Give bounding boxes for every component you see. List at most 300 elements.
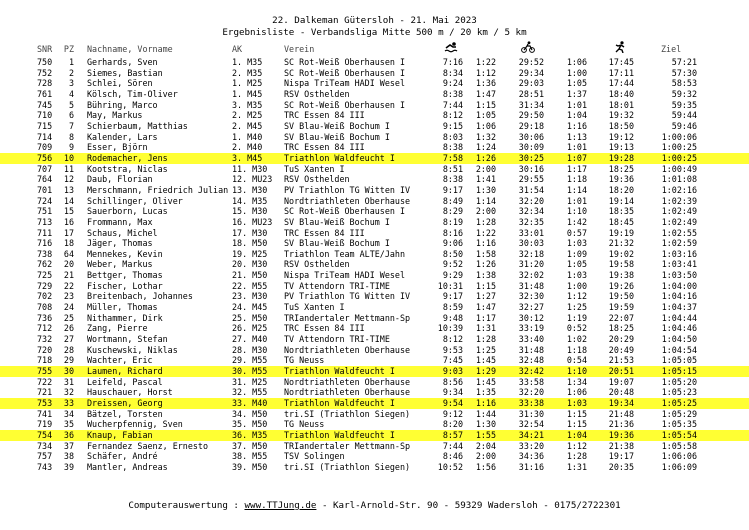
cell-pz: 27 (63, 334, 74, 345)
cell-verein: TG Neuss (284, 355, 325, 366)
cell-run: 20:48 (608, 387, 634, 398)
cell-verein: TV Attendorn TRI-TIME (284, 334, 390, 345)
cell-swim: 8:16 (442, 227, 463, 238)
cell-snr: 756 (37, 152, 53, 163)
cell-swim: 8:34 (442, 67, 463, 78)
cell-swim: 8:38 (442, 174, 463, 185)
swimmer-icon (444, 41, 458, 53)
table-row (0, 110, 749, 121)
cell-t2: 1:00 (566, 67, 587, 78)
table-row (0, 291, 749, 302)
cell-ak: 22. M55 (232, 280, 268, 291)
cell-ziel: 1:02:49 (661, 216, 697, 227)
cell-run: 17:45 (608, 57, 634, 67)
cell-snr: 741 (37, 408, 53, 419)
cell-snr: 719 (37, 419, 53, 430)
table-row (0, 313, 749, 324)
cell-verein: Nordtriathleten Oberhause (284, 195, 411, 206)
cell-t1: 1:24 (475, 142, 496, 153)
cell-bike: 32:20 (518, 195, 544, 206)
cell-t2: 1:03 (566, 238, 587, 249)
cell-verein: TV Attendorn TRI-TIME (284, 280, 390, 291)
page-subtitle: Ergebnisliste - Verbandsliga Mitte 500 m / 20 km / 5 km (222, 27, 527, 38)
cell-run: 19:19 (608, 227, 634, 238)
cell-ak: 3. M35 (232, 99, 263, 110)
cell-pz: 15 (63, 206, 74, 217)
table-row (0, 302, 749, 313)
cell-t1: 1:47 (475, 302, 496, 313)
table-header (0, 44, 749, 56)
cell-run: 19:07 (608, 376, 634, 387)
table-row (0, 228, 749, 239)
cell-t2: 1:42 (566, 216, 587, 227)
cell-snr: 718 (37, 355, 53, 366)
cell-ak: 14. M35 (232, 195, 268, 206)
cell-name: Frommann, Max (87, 216, 153, 227)
cell-bike: 31:54 (518, 184, 544, 195)
cell-t1: 1:32 (475, 131, 496, 142)
cell-ziel: 59:44 (671, 110, 697, 121)
cell-snr: 757 (37, 451, 53, 462)
cell-name: Müller, Thomas (87, 302, 158, 313)
cell-swim: 10:31 (437, 280, 463, 291)
table-row (0, 462, 749, 473)
cell-t1: 1:28 (475, 334, 496, 345)
cell-ak: 12. MU23 (232, 174, 273, 185)
cell-swim: 7:45 (442, 355, 463, 366)
cell-name: Zang, Pierre (87, 323, 148, 334)
table-row (0, 121, 749, 132)
cell-name: Wachter, Eric (87, 355, 153, 366)
cell-verein: TuS Xanten I (284, 302, 345, 313)
cell-t2: 1:18 (566, 174, 587, 185)
cell-t1: 1:17 (475, 312, 496, 323)
cell-verein: Triathlon Waldfeucht I (284, 366, 395, 377)
cell-t1: 1:45 (475, 376, 496, 387)
cell-bike: 32:02 (518, 270, 544, 281)
cell-t2: 1:05 (566, 259, 587, 270)
cell-verein: PV Triathlon TG Witten IV (284, 184, 411, 195)
cell-run: 18:40 (608, 88, 634, 99)
cell-t1: 2:00 (475, 451, 496, 462)
cell-t2: 1:05 (566, 78, 587, 89)
cell-swim: 8:19 (442, 216, 463, 227)
cell-swim: 7:58 (442, 152, 463, 163)
cell-verein: Triathlon Waldfeucht I (284, 152, 395, 163)
cell-swim: 8:38 (442, 88, 463, 99)
cell-verein: SV Blau-Weiß Bochum I (284, 216, 390, 227)
cell-snr: 732 (37, 334, 53, 345)
cell-bike: 30:06 (518, 131, 544, 142)
cell-pz: 21 (63, 270, 74, 281)
cell-t1: 1:45 (475, 355, 496, 366)
cell-pz: 2 (68, 67, 74, 78)
cell-t1: 2:00 (475, 163, 496, 174)
cell-swim: 7:44 (442, 99, 463, 110)
cell-ziel: 1:04:50 (661, 334, 697, 345)
cell-run: 19:26 (608, 280, 634, 291)
website-link[interactable]: www.TTJung.de (244, 500, 317, 511)
cell-swim: 10:39 (437, 323, 463, 334)
cell-run: 18:35 (608, 206, 634, 217)
cell-swim: 9:17 (442, 291, 463, 302)
cell-snr: 743 (37, 461, 53, 472)
cell-t2: 1:28 (566, 451, 587, 462)
cell-name: Merschmann, Friedrich Julian (87, 184, 229, 195)
table-row (0, 398, 749, 409)
cell-pz: 1 (68, 57, 74, 67)
cell-t2: 1:00 (566, 280, 587, 291)
cell-t2: 1:25 (566, 302, 587, 313)
cell-run: 19:38 (608, 270, 634, 281)
cell-snr: 751 (37, 206, 53, 217)
cell-ak: 24. M45 (232, 302, 268, 313)
cell-swim: 9:48 (442, 312, 463, 323)
cell-pz: 10 (63, 152, 74, 163)
cell-bike: 32:20 (518, 387, 544, 398)
cell-ziel: 57:30 (671, 67, 697, 78)
cell-name: Wucherpfennig, Sven (87, 419, 183, 430)
cell-ziel: 59:35 (671, 99, 697, 110)
cell-ak: 19. M25 (232, 248, 268, 259)
cell-name: Schillinger, Oliver (87, 195, 183, 206)
cell-pz: 32 (63, 387, 74, 398)
cell-bike: 33:58 (518, 376, 544, 387)
cell-t2: 1:02 (566, 334, 587, 345)
cell-name: Siemes, Bastian (87, 67, 163, 78)
cell-pz: 33 (63, 398, 74, 408)
table-row (0, 164, 749, 175)
cell-snr: 716 (37, 238, 53, 249)
cell-t1: 1:16 (475, 398, 496, 408)
cell-run: 19:58 (608, 259, 634, 270)
cell-bike: 32:30 (518, 291, 544, 302)
cell-bike: 30:09 (518, 142, 544, 153)
cell-swim: 8:49 (442, 195, 463, 206)
table-row (0, 249, 749, 260)
cell-ak: 23. M30 (232, 291, 268, 302)
cell-name: Gerhards, Sven (87, 57, 158, 67)
table-row (0, 57, 749, 68)
cell-bike: 32:27 (518, 302, 544, 313)
cell-t2: 1:34 (566, 376, 587, 387)
cell-swim: 9:34 (442, 387, 463, 398)
cell-pz: 36 (63, 429, 74, 440)
cell-name: Kuschewski, Niklas (87, 344, 178, 355)
cell-verein: TuS Xanten I (284, 163, 345, 174)
cell-swim: 8:03 (442, 131, 463, 142)
cell-snr: 721 (37, 387, 53, 398)
cell-ziel: 1:00:25 (661, 142, 697, 153)
cell-t1: 1:30 (475, 419, 496, 430)
cell-verein: TRC Essen 84 III (284, 227, 365, 238)
cell-t2: 1:10 (566, 366, 587, 377)
cell-ziel: 1:04:16 (661, 291, 697, 302)
cell-swim: 9:06 (442, 238, 463, 249)
cell-name: Dreissen, Georg (87, 398, 163, 408)
cell-t1: 1:22 (475, 57, 496, 67)
cell-name: Kootstra, Niclas (87, 163, 168, 174)
cell-verein: SC Rot-Weiß Oberhausen I (284, 206, 406, 217)
cell-run: 18:50 (608, 120, 634, 131)
cell-pz: 64 (63, 248, 74, 259)
cell-run: 21:38 (608, 440, 634, 451)
cell-verein: Triathlon Waldfeucht I (284, 429, 395, 440)
cell-t1: 1:31 (475, 323, 496, 334)
cell-name: Laumen, Richard (87, 366, 163, 377)
cell-swim: 8:12 (442, 110, 463, 121)
cell-pz: 29 (63, 355, 74, 366)
cell-ak: 1. M25 (232, 78, 263, 89)
cell-snr: 711 (37, 227, 53, 238)
cell-snr: 753 (37, 398, 53, 408)
cell-swim: 9:03 (442, 366, 463, 377)
cell-t2: 1:17 (566, 163, 587, 174)
cell-ak: 30. M55 (232, 366, 268, 377)
cell-run: 21:36 (608, 419, 634, 430)
cell-t1: 1:30 (475, 184, 496, 195)
cell-run: 19:36 (608, 429, 634, 440)
cell-ak: 33. M40 (232, 398, 268, 408)
cell-bike: 32:34 (518, 206, 544, 217)
cell-run: 19:14 (608, 195, 634, 206)
cell-name: Fischer, Lothar (87, 280, 163, 291)
cell-t2: 1:04 (566, 429, 587, 440)
cell-bike: 33:20 (518, 440, 544, 451)
cell-bike: 29:55 (518, 174, 544, 185)
cell-verein: SC Rot-Weiß Oberhausen I (284, 99, 406, 110)
cell-ak: 35. M50 (232, 419, 268, 430)
cell-t2: 1:19 (566, 312, 587, 323)
cell-pz: 28 (63, 344, 74, 355)
cell-bike: 30:03 (518, 238, 544, 249)
cell-run: 18:01 (608, 99, 634, 110)
cell-bike: 32:48 (518, 355, 544, 366)
table-row (0, 259, 749, 270)
cell-swim: 8:38 (442, 142, 463, 153)
cell-t1: 1:47 (475, 88, 496, 99)
cell-pz: 7 (68, 120, 74, 131)
cell-ziel: 1:05:15 (661, 366, 697, 377)
cell-snr: 755 (37, 366, 53, 377)
cell-bike: 33:40 (518, 334, 544, 345)
cell-swim: 8:57 (442, 429, 463, 440)
cell-snr: 761 (37, 88, 53, 99)
cell-run: 17:44 (608, 78, 634, 89)
table-row (0, 217, 749, 228)
cell-t1: 1:22 (475, 227, 496, 238)
cell-pz: 9 (68, 142, 74, 153)
cell-snr: 729 (37, 280, 53, 291)
cell-t1: 1:25 (475, 344, 496, 355)
cell-t2: 1:18 (566, 344, 587, 355)
cell-pz: 39 (63, 461, 74, 472)
cell-pz: 25 (63, 312, 74, 323)
table-row (0, 270, 749, 281)
cell-ak: 1. M35 (232, 57, 263, 67)
cell-name: Weber, Markus (87, 259, 153, 270)
cell-ziel: 59:32 (671, 88, 697, 99)
cell-pz: 16 (63, 216, 74, 227)
cell-bike: 31:48 (518, 280, 544, 291)
cell-run: 19:34 (608, 398, 634, 408)
cell-ziel: 1:06:09 (661, 461, 697, 472)
cell-pz: 37 (63, 440, 74, 451)
cell-verein: Nordtriathleten Oberhause (284, 387, 411, 398)
cell-snr: 714 (37, 131, 53, 142)
cell-snr: 734 (37, 440, 53, 451)
cell-t1: 1:56 (475, 461, 496, 472)
runner-icon (613, 41, 627, 53)
cell-t1: 1:06 (475, 120, 496, 131)
cell-name: Rodemacher, Jens (87, 152, 168, 163)
cell-name: Bettger, Thomas (87, 270, 163, 281)
cell-swim: 8:20 (442, 419, 463, 430)
table-row (0, 441, 749, 452)
cell-ak: 26. M25 (232, 323, 268, 334)
cell-ziel: 1:04:54 (661, 344, 697, 355)
cell-run: 18:25 (608, 323, 634, 334)
table-row (0, 153, 749, 164)
cell-ak: 11. M30 (232, 163, 268, 174)
col-pz: PZ (63, 44, 74, 54)
cell-verein: SV Blau-Weiß Bochum I (284, 120, 390, 131)
cell-verein: Triathlon Waldfeucht I (284, 398, 395, 408)
table-row (0, 355, 749, 366)
cell-swim: 8:51 (442, 163, 463, 174)
cell-run: 19:12 (608, 131, 634, 142)
cell-t1: 1:36 (475, 78, 496, 89)
cell-snr: 725 (37, 270, 53, 281)
cell-t2: 1:01 (566, 142, 587, 153)
cell-ak: 20. M30 (232, 259, 268, 270)
cell-ak: 25. M50 (232, 312, 268, 323)
cell-ziel: 1:00:49 (661, 163, 697, 174)
cell-ak: 18. M50 (232, 238, 268, 249)
cell-t1: 1:15 (475, 99, 496, 110)
col-name: Nachname, Vorname (87, 44, 173, 54)
cell-run: 21:53 (608, 355, 634, 366)
cell-bike: 31:30 (518, 408, 544, 419)
cell-bike: 30:25 (518, 152, 544, 163)
cell-snr: 701 (37, 184, 53, 195)
cell-t1: 1:16 (475, 238, 496, 249)
cell-pz: 17 (63, 227, 74, 238)
col-ak: AK (232, 44, 243, 54)
cell-t2: 0:57 (566, 227, 587, 238)
table-row (0, 419, 749, 430)
cell-ak: 17. M30 (232, 227, 268, 238)
table-row (0, 142, 749, 153)
cell-pz: 5 (68, 99, 74, 110)
cell-t1: 2:04 (475, 440, 496, 451)
cell-verein: RSV Osthelden (284, 174, 350, 185)
cell-swim: 7:16 (442, 57, 463, 67)
cell-bike: 29:34 (518, 67, 544, 78)
cell-ziel: 1:03:41 (661, 259, 697, 270)
cell-bike: 33:38 (518, 398, 544, 408)
cell-ziel: 1:02:49 (661, 206, 697, 217)
cell-name: Wortmann, Stefan (87, 334, 168, 345)
cell-swim: 8:29 (442, 206, 463, 217)
cell-verein: SC Rot-Weiß Oberhausen I (284, 57, 406, 67)
table-row (0, 68, 749, 79)
cell-pz: 31 (63, 376, 74, 387)
cell-name: Breitenbach, Johannes (87, 291, 193, 302)
cell-verein: Triathlon Team ALTE/Jahn (284, 248, 406, 259)
cell-swim: 8:46 (442, 451, 463, 462)
cell-snr: 745 (37, 99, 53, 110)
cell-name: Kölsch, Tim-Oliver (87, 88, 178, 99)
cell-bike: 28:51 (518, 88, 544, 99)
col-verein: Verein (284, 44, 315, 54)
table-row (0, 334, 749, 345)
cell-ak: 37. M50 (232, 440, 268, 451)
cell-snr: 702 (37, 291, 53, 302)
cell-t1: 1:05 (475, 110, 496, 121)
cell-t2: 1:09 (566, 248, 587, 259)
cell-t2: 1:03 (566, 398, 587, 408)
cell-verein: RSV Osthelden (284, 259, 350, 270)
cell-verein: TRC Essen 84 III (284, 142, 365, 153)
cell-bike: 32:54 (518, 419, 544, 430)
table-row (0, 377, 749, 388)
cell-ziel: 1:05:58 (661, 440, 697, 451)
cell-snr: 724 (37, 195, 53, 206)
table-row (0, 281, 749, 292)
cell-swim: 10:52 (437, 461, 463, 472)
cell-snr: 738 (37, 248, 53, 259)
cell-ak: 39. M50 (232, 461, 268, 472)
cell-name: Nithammer, Dirk (87, 312, 163, 323)
cell-verein: TRC Essen 84 III (284, 323, 365, 334)
cell-ak: 27. M40 (232, 334, 268, 345)
cell-run: 19:50 (608, 291, 634, 302)
table-row (0, 238, 749, 249)
cell-snr: 764 (37, 174, 53, 185)
cell-ziel: 1:04:37 (661, 302, 697, 313)
cell-run: 20:51 (608, 366, 634, 377)
cell-swim: 8:59 (442, 302, 463, 313)
cell-pz: 26 (63, 323, 74, 334)
cell-ziel: 1:02:59 (661, 238, 697, 249)
cell-t1: 1:58 (475, 248, 496, 259)
cell-t2: 1:01 (566, 99, 587, 110)
table-row (0, 100, 749, 111)
cell-ziel: 1:00:06 (661, 131, 697, 142)
cell-pz: 4 (68, 88, 74, 99)
cell-pz: 38 (63, 451, 74, 462)
cell-t1: 1:38 (475, 270, 496, 281)
cell-snr: 713 (37, 216, 53, 227)
cell-ziel: 1:05:29 (661, 408, 697, 419)
cell-t2: 1:15 (566, 408, 587, 419)
cell-name: Knaup, Fabian (87, 429, 153, 440)
cell-swim: 9:12 (442, 408, 463, 419)
table-row (0, 196, 749, 207)
cell-name: Bühring, Marco (87, 99, 158, 110)
table-row (0, 451, 749, 462)
cell-bike: 32:35 (518, 216, 544, 227)
cell-snr: 720 (37, 344, 53, 355)
cell-bike: 33:01 (518, 227, 544, 238)
cell-t1: 1:26 (475, 259, 496, 270)
table-row (0, 132, 749, 143)
cell-t1: 1:29 (475, 366, 496, 377)
cell-t2: 1:06 (566, 387, 587, 398)
cell-run: 21:48 (608, 408, 634, 419)
cell-name: Schierbaum, Matthias (87, 120, 188, 131)
